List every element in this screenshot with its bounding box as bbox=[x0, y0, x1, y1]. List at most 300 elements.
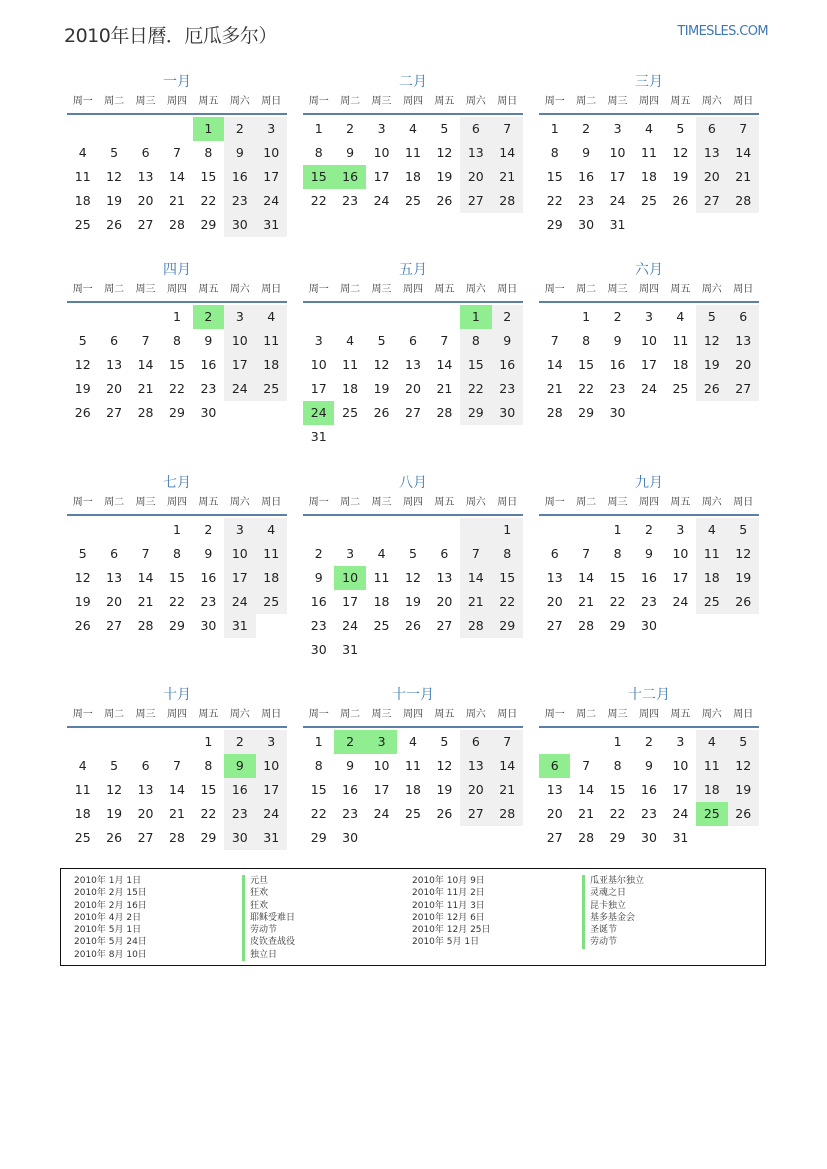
day-cell: 18 bbox=[256, 353, 287, 377]
day-cell: 4 bbox=[409, 121, 417, 136]
weekday-label: 周五 bbox=[434, 497, 455, 508]
day-cell: 25 bbox=[373, 618, 390, 633]
empty-cell bbox=[130, 518, 161, 542]
day-cell: 26 bbox=[106, 830, 123, 845]
day-cell: 23 bbox=[200, 381, 217, 396]
day-cell: 5 bbox=[728, 730, 759, 754]
day-cell: 16 bbox=[200, 357, 217, 372]
day-cell: 18 bbox=[342, 381, 359, 396]
day-cell: 14 bbox=[137, 357, 154, 372]
weekday-label: 周六 bbox=[229, 96, 250, 107]
day-cell: 5 bbox=[696, 305, 727, 329]
day-cell: 6 bbox=[460, 117, 491, 141]
day-grid bbox=[67, 516, 287, 638]
weekday-header bbox=[539, 93, 759, 115]
day-cell: 20 bbox=[405, 381, 421, 396]
holiday-dates-col1 bbox=[74, 875, 147, 961]
day-cell: 21 bbox=[436, 381, 453, 396]
holiday-date: 2010年 8月 10日 bbox=[74, 949, 147, 960]
day-cell: 18 bbox=[256, 566, 287, 590]
day-cell: 22 bbox=[200, 193, 217, 208]
day-cell: 14 bbox=[436, 357, 453, 372]
weekday-label: 周三 bbox=[607, 709, 628, 720]
holiday-date: 2010年 4月 2日 bbox=[74, 912, 142, 923]
month-name: 十月 bbox=[163, 687, 191, 703]
day-cell: 14 bbox=[492, 141, 523, 165]
day-cell: 23 bbox=[609, 381, 626, 396]
weekday-label: 周日 bbox=[497, 96, 518, 107]
day-cell: 7 bbox=[173, 758, 181, 773]
day-cell: 21 bbox=[169, 806, 185, 821]
day-cell: 30 bbox=[310, 642, 327, 657]
empty-cell bbox=[539, 305, 570, 329]
holiday-day: 6 bbox=[539, 754, 570, 778]
day-cell: 17 bbox=[609, 169, 626, 184]
holiday-names-col2 bbox=[582, 875, 644, 949]
holiday-list bbox=[60, 868, 766, 966]
day-cell: 9 bbox=[314, 570, 323, 585]
day-cell: 6 bbox=[409, 333, 417, 348]
day-cell: 2 bbox=[645, 734, 653, 749]
weekday-label: 周二 bbox=[340, 497, 361, 508]
day-cell: 3 bbox=[256, 117, 287, 141]
holiday-name: 劳动节 bbox=[582, 936, 644, 948]
day-cell: 7 bbox=[728, 117, 759, 141]
day-cell: 3 bbox=[314, 333, 323, 348]
empty-cell bbox=[67, 117, 98, 141]
day-cell: 14 bbox=[460, 566, 491, 590]
holiday-date: 2010年 5月 1日 bbox=[412, 937, 480, 948]
day-cell: 20 bbox=[106, 594, 123, 609]
day-cell: 18 bbox=[405, 782, 421, 797]
weekday-header bbox=[539, 706, 759, 728]
holiday-name: 昆卡独立 bbox=[582, 900, 644, 912]
day-cell: 15 bbox=[169, 570, 185, 585]
day-cell: 18 bbox=[696, 778, 727, 802]
weekday-label: 周五 bbox=[434, 709, 455, 720]
day-cell: 7 bbox=[460, 542, 491, 566]
weekday-label: 周一 bbox=[544, 284, 565, 295]
day-cell: 6 bbox=[550, 546, 559, 561]
day-cell: 30 bbox=[200, 405, 217, 420]
day-cell: 20 bbox=[137, 193, 154, 208]
day-cell: 27 bbox=[106, 405, 123, 420]
day-cell: 22 bbox=[609, 594, 626, 609]
day-cell: 19 bbox=[405, 594, 421, 609]
empty-cell bbox=[130, 117, 161, 141]
day-cell: 15 bbox=[310, 782, 327, 797]
day-cell: 10 bbox=[224, 329, 255, 353]
holiday-name: 劳动节 bbox=[242, 924, 295, 936]
day-cell: 8 bbox=[173, 546, 181, 561]
day-cell: 14 bbox=[169, 782, 185, 797]
day-cell: 2 bbox=[645, 522, 653, 537]
day-cell: 19 bbox=[728, 778, 759, 802]
empty-cell bbox=[98, 305, 129, 329]
empty-cell bbox=[397, 518, 428, 542]
day-cell: 17 bbox=[373, 782, 390, 797]
day-cell: 16 bbox=[609, 357, 626, 372]
day-cell: 14 bbox=[546, 357, 563, 372]
day-cell: 4 bbox=[645, 121, 653, 136]
weekday-label: 周二 bbox=[576, 497, 597, 508]
day-cell: 8 bbox=[460, 329, 491, 353]
weekday-header bbox=[303, 93, 523, 115]
weekday-label: 周日 bbox=[261, 96, 282, 107]
day-cell: 12 bbox=[696, 329, 727, 353]
day-cell: 2 bbox=[613, 309, 622, 324]
day-cell: 4 bbox=[409, 734, 417, 749]
day-cell: 12 bbox=[74, 357, 91, 372]
day-cell: 11 bbox=[342, 357, 359, 372]
day-cell: 29 bbox=[460, 401, 491, 425]
weekday-label: 周六 bbox=[229, 497, 250, 508]
weekday-label: 周日 bbox=[497, 497, 518, 508]
day-cell: 10 bbox=[256, 754, 287, 778]
holiday-day: 25 bbox=[696, 802, 727, 826]
weekday-label: 周日 bbox=[497, 284, 518, 295]
day-cell: 13 bbox=[106, 570, 123, 585]
day-cell: 4 bbox=[78, 758, 87, 773]
day-cell: 17 bbox=[256, 778, 287, 802]
day-cell: 5 bbox=[409, 546, 417, 561]
day-cell: 7 bbox=[582, 758, 591, 773]
holiday-day: 1 bbox=[460, 305, 491, 329]
day-cell: 16 bbox=[578, 169, 595, 184]
day-cell: 14 bbox=[137, 570, 154, 585]
month-2 bbox=[303, 73, 523, 213]
holiday-date: 2010年 2月 15日 bbox=[74, 888, 147, 899]
day-cell: 13 bbox=[696, 141, 727, 165]
day-cell: 1 bbox=[492, 518, 523, 542]
weekday-label: 周日 bbox=[261, 497, 282, 508]
day-cell: 29 bbox=[492, 614, 523, 638]
day-cell: 11 bbox=[672, 333, 689, 348]
day-cell: 15 bbox=[492, 566, 523, 590]
day-cell: 11 bbox=[74, 169, 91, 184]
day-cell: 2 bbox=[224, 117, 255, 141]
day-cell: 29 bbox=[169, 405, 185, 420]
day-cell: 21 bbox=[578, 806, 595, 821]
day-cell: 26 bbox=[106, 217, 123, 232]
empty-cell bbox=[67, 730, 98, 754]
day-cell: 24 bbox=[256, 189, 287, 213]
month-name: 九月 bbox=[635, 475, 663, 491]
day-cell: 28 bbox=[578, 618, 595, 633]
holiday-name: 圣诞节 bbox=[582, 924, 644, 936]
day-cell: 16 bbox=[342, 782, 359, 797]
empty-cell bbox=[460, 518, 491, 542]
month-7 bbox=[67, 474, 287, 638]
page-title: 2010年日曆．厄瓜多尔） bbox=[64, 25, 277, 47]
day-cell: 15 bbox=[546, 169, 563, 184]
day-cell: 31 bbox=[609, 217, 626, 232]
weekday-label: 周日 bbox=[261, 709, 282, 720]
day-cell: 26 bbox=[74, 405, 91, 420]
day-cell: 30 bbox=[224, 826, 255, 850]
day-cell: 15 bbox=[609, 570, 626, 585]
day-cell: 10 bbox=[609, 145, 626, 160]
weekday-label: 周一 bbox=[308, 96, 329, 107]
weekday-label: 周日 bbox=[733, 284, 754, 295]
day-cell: 15 bbox=[578, 357, 595, 372]
weekday-label: 周三 bbox=[135, 96, 156, 107]
empty-cell bbox=[366, 518, 397, 542]
day-cell: 13 bbox=[460, 141, 491, 165]
day-cell: 16 bbox=[224, 778, 255, 802]
day-cell: 10 bbox=[310, 357, 327, 372]
empty-cell bbox=[539, 518, 570, 542]
day-cell: 19 bbox=[106, 806, 123, 821]
day-cell: 4 bbox=[676, 309, 685, 324]
day-grid bbox=[539, 115, 759, 237]
day-cell: 26 bbox=[696, 377, 727, 401]
day-cell: 25 bbox=[641, 193, 657, 208]
weekday-label: 周日 bbox=[733, 96, 754, 107]
weekday-label: 周五 bbox=[670, 284, 691, 295]
day-cell: 24 bbox=[609, 193, 626, 208]
day-cell: 31 bbox=[310, 429, 327, 444]
weekday-header bbox=[67, 706, 287, 728]
weekday-header bbox=[67, 281, 287, 303]
day-cell: 22 bbox=[200, 806, 217, 821]
day-cell: 6 bbox=[110, 333, 119, 348]
day-cell: 27 bbox=[546, 618, 563, 633]
day-cell: 15 bbox=[169, 357, 185, 372]
day-cell: 1 bbox=[582, 309, 591, 324]
day-cell: 8 bbox=[204, 758, 213, 773]
site-link[interactable]: TIMESLES.COM bbox=[677, 24, 768, 39]
day-cell: 8 bbox=[173, 333, 181, 348]
day-cell: 22 bbox=[310, 193, 327, 208]
day-cell: 26 bbox=[74, 618, 91, 633]
weekday-header bbox=[303, 281, 523, 303]
day-grid bbox=[303, 516, 523, 662]
weekday-label: 周二 bbox=[340, 96, 361, 107]
day-cell: 5 bbox=[728, 518, 759, 542]
day-cell: 11 bbox=[74, 782, 91, 797]
day-cell: 8 bbox=[314, 758, 323, 773]
day-cell: 29 bbox=[546, 217, 563, 232]
day-cell: 5 bbox=[110, 758, 119, 773]
day-cell: 30 bbox=[224, 213, 255, 237]
day-cell: 25 bbox=[672, 381, 689, 396]
day-cell: 25 bbox=[256, 377, 287, 401]
day-cell: 16 bbox=[641, 570, 657, 585]
day-cell: 11 bbox=[696, 754, 727, 778]
holiday-day: 1 bbox=[193, 117, 224, 141]
day-cell: 25 bbox=[256, 590, 287, 614]
day-cell: 30 bbox=[342, 830, 359, 845]
day-cell: 28 bbox=[169, 830, 185, 845]
day-cell: 25 bbox=[74, 217, 91, 232]
day-cell: 1 bbox=[173, 522, 181, 537]
day-cell: 17 bbox=[641, 357, 657, 372]
weekday-label: 周五 bbox=[670, 497, 691, 508]
day-cell: 7 bbox=[141, 333, 150, 348]
day-cell: 2 bbox=[492, 305, 523, 329]
day-cell: 14 bbox=[169, 169, 185, 184]
day-cell: 18 bbox=[405, 169, 421, 184]
day-cell: 29 bbox=[578, 405, 595, 420]
day-cell: 19 bbox=[373, 381, 390, 396]
day-cell: 25 bbox=[696, 590, 727, 614]
weekday-label: 周四 bbox=[166, 284, 187, 295]
holiday-day: 24 bbox=[303, 401, 334, 425]
day-cell: 25 bbox=[405, 806, 421, 821]
day-cell: 18 bbox=[696, 566, 727, 590]
day-cell: 14 bbox=[578, 570, 595, 585]
weekday-label: 周日 bbox=[733, 709, 754, 720]
day-cell: 4 bbox=[696, 518, 727, 542]
day-cell: 1 bbox=[314, 121, 323, 136]
day-cell: 24 bbox=[256, 802, 287, 826]
month-12 bbox=[539, 686, 759, 850]
weekday-label: 周六 bbox=[465, 497, 486, 508]
weekday-label: 周六 bbox=[465, 96, 486, 107]
weekday-label: 周一 bbox=[544, 497, 565, 508]
day-cell: 28 bbox=[460, 614, 491, 638]
day-cell: 1 bbox=[550, 121, 559, 136]
empty-cell bbox=[161, 730, 192, 754]
day-cell: 19 bbox=[728, 566, 759, 590]
weekday-label: 周五 bbox=[670, 709, 691, 720]
day-cell: 23 bbox=[492, 377, 523, 401]
empty-cell bbox=[130, 305, 161, 329]
day-cell: 27 bbox=[728, 377, 759, 401]
day-cell: 15 bbox=[200, 169, 217, 184]
weekday-label: 周三 bbox=[371, 709, 392, 720]
day-cell: 11 bbox=[256, 329, 287, 353]
day-cell: 22 bbox=[492, 590, 523, 614]
day-cell: 21 bbox=[728, 165, 759, 189]
month-9 bbox=[539, 474, 759, 638]
day-grid bbox=[67, 115, 287, 237]
day-cell: 28 bbox=[492, 802, 523, 826]
day-cell: 26 bbox=[436, 193, 453, 208]
day-cell: 8 bbox=[314, 145, 323, 160]
weekday-label: 周六 bbox=[701, 709, 722, 720]
weekday-header bbox=[67, 494, 287, 516]
day-cell: 3 bbox=[224, 518, 255, 542]
holiday-name: 灵魂之日 bbox=[582, 887, 644, 899]
holiday-date: 2010年 12月 25日 bbox=[412, 925, 491, 936]
day-cell: 29 bbox=[609, 618, 626, 633]
day-cell: 24 bbox=[672, 594, 689, 609]
day-cell: 17 bbox=[256, 165, 287, 189]
weekday-label: 周五 bbox=[198, 709, 219, 720]
holiday-date: 2010年 1月 1日 bbox=[74, 876, 142, 886]
month-5 bbox=[303, 261, 523, 449]
day-cell: 4 bbox=[346, 333, 355, 348]
month-name: 五月 bbox=[399, 262, 427, 278]
weekday-label: 周一 bbox=[72, 497, 93, 508]
empty-cell bbox=[67, 305, 98, 329]
month-name: 六月 bbox=[635, 262, 663, 278]
day-cell: 26 bbox=[405, 618, 421, 633]
weekday-label: 周三 bbox=[607, 284, 628, 295]
weekday-label: 周五 bbox=[198, 497, 219, 508]
weekday-label: 周四 bbox=[166, 96, 187, 107]
day-cell: 30 bbox=[200, 618, 217, 633]
day-cell: 9 bbox=[645, 546, 653, 561]
day-cell: 27 bbox=[405, 405, 421, 420]
day-cell: 9 bbox=[645, 758, 653, 773]
weekday-header bbox=[303, 494, 523, 516]
day-cell: 19 bbox=[672, 169, 689, 184]
empty-cell bbox=[98, 117, 129, 141]
day-cell: 17 bbox=[224, 566, 255, 590]
weekday-label: 周四 bbox=[402, 96, 423, 107]
empty-cell bbox=[130, 730, 161, 754]
weekday-label: 周二 bbox=[104, 497, 125, 508]
day-cell: 13 bbox=[546, 782, 563, 797]
empty-cell bbox=[161, 117, 192, 141]
day-cell: 9 bbox=[224, 141, 255, 165]
day-cell: 27 bbox=[106, 618, 123, 633]
day-cell: 3 bbox=[346, 546, 355, 561]
day-cell: 18 bbox=[74, 193, 91, 208]
day-cell: 11 bbox=[696, 542, 727, 566]
day-cell: 28 bbox=[578, 830, 595, 845]
day-cell: 17 bbox=[672, 782, 689, 797]
day-cell: 15 bbox=[609, 782, 626, 797]
day-cell: 21 bbox=[460, 590, 491, 614]
day-cell: 22 bbox=[609, 806, 626, 821]
day-cell: 30 bbox=[492, 401, 523, 425]
weekday-label: 周六 bbox=[701, 497, 722, 508]
day-cell: 24 bbox=[224, 377, 255, 401]
day-cell: 6 bbox=[728, 305, 759, 329]
day-cell: 23 bbox=[578, 193, 595, 208]
day-cell: 17 bbox=[224, 353, 255, 377]
day-cell: 11 bbox=[373, 570, 390, 585]
day-cell: 13 bbox=[405, 357, 421, 372]
day-cell: 22 bbox=[460, 377, 491, 401]
day-cell: 29 bbox=[169, 618, 185, 633]
day-cell: 27 bbox=[546, 830, 563, 845]
day-cell: 5 bbox=[440, 734, 449, 749]
month-1 bbox=[67, 73, 287, 237]
day-cell: 19 bbox=[436, 169, 453, 184]
day-cell: 17 bbox=[342, 594, 359, 609]
day-cell: 14 bbox=[492, 754, 523, 778]
day-cell: 6 bbox=[460, 730, 491, 754]
empty-cell bbox=[429, 305, 460, 329]
day-cell: 7 bbox=[173, 145, 181, 160]
day-cell: 5 bbox=[676, 121, 685, 136]
holiday-day: 15 bbox=[303, 165, 334, 189]
day-cell: 22 bbox=[169, 381, 185, 396]
day-cell: 17 bbox=[672, 570, 689, 585]
day-cell: 27 bbox=[436, 618, 453, 633]
weekday-label: 周六 bbox=[701, 284, 722, 295]
day-cell: 31 bbox=[256, 826, 287, 850]
weekday-label: 周三 bbox=[607, 96, 628, 107]
holiday-names-col1 bbox=[242, 875, 295, 961]
day-cell: 5 bbox=[78, 546, 87, 561]
weekday-label: 周一 bbox=[72, 96, 93, 107]
weekday-label: 周四 bbox=[402, 284, 423, 295]
holiday-day: 16 bbox=[334, 165, 365, 189]
day-cell: 19 bbox=[436, 782, 453, 797]
day-cell: 20 bbox=[696, 165, 727, 189]
weekday-label: 周三 bbox=[371, 96, 392, 107]
weekday-label: 周六 bbox=[229, 709, 250, 720]
holiday-date: 2010年 10月 9日 bbox=[412, 876, 485, 886]
holiday-name: 基多基金会 bbox=[582, 912, 644, 924]
day-cell: 6 bbox=[141, 145, 150, 160]
